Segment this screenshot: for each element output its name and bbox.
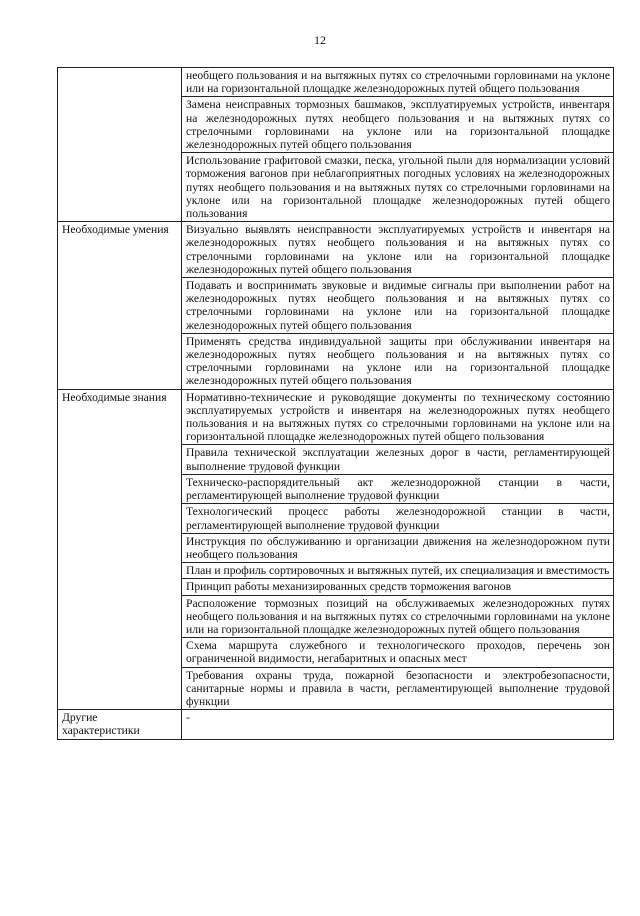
requirement-cell: Принцип работы механизированных средств торможения вагонов xyxy=(182,579,614,595)
requirement-cell: Замена неисправных тормозных башмаков, эксплуатируемых устройств, инвентаря на железнодорожных путях необщего пользования и на вытяжных путях со стрелочными горловинами на уклоне или на горизонтальной площадке железнодорожных путей общего пользования xyxy=(182,97,614,153)
page-number: 12 xyxy=(314,33,326,47)
table-row xyxy=(58,222,614,278)
requirement-cell: Требования охраны труда, пожарной безопасности и электробезопасности, санитарные нормы и правила в части, регламентирующей выполнение трудовой функции xyxy=(182,667,614,710)
competency-table-body xyxy=(58,68,614,740)
requirement-cell: Подавать и воспринимать звуковые и видимые сигналы при выполнении работ на железнодорожных путях необщего пользования и на вытяжных путях со стрелочными горловинами на уклоне или на горизонтальной площадке железнодорожных путей общего пользования xyxy=(182,278,614,334)
requirement-cell: Визуально выявлять неисправности эксплуатируемых устройств и инвентаря на железнодорожных путях необщего пользования и на вытяжных путях со стрелочными горловинами на уклоне или на горизонтальной площадке железнодорожных путей общего пользования xyxy=(182,222,614,278)
requirement-cell: План и профиль сортировочных и вытяжных путей, их специализация и вместимость xyxy=(182,563,614,579)
table-row xyxy=(58,389,614,445)
requirement-cell: Технологический процесс работы железнодорожной станции в части, регламентирующей выполнение трудовой функции xyxy=(182,504,614,533)
requirement-cell: необщего пользования и на вытяжных путях со стрелочными горловинами на уклоне или на горизонтальной площадке железнодорожных путей общего пользования xyxy=(182,68,614,97)
requirement-cell: Правила технической эксплуатации железных дорог в части, регламентирующей выполнение трудовой функции xyxy=(182,445,614,474)
requirement-cell: Нормативно-технические и руководящие документы по техническому состоянию эксплуатируемых устройств и инвентаря на железнодорожных путях необщего пользования и на вытяжных путях со стрелочными горловинами на уклоне или на горизонтальной площадке железнодорожных путей общего пользования xyxy=(182,389,614,445)
requirement-cell: Техническо-распорядительный акт железнодорожной станции в части, регламентирующей выполнение трудовой функции xyxy=(182,474,614,503)
requirement-cell: Инструкция по обслуживанию и организации движения на железнодорожном пути необщего пользования xyxy=(182,533,614,562)
requirement-cell: Использование графитовой смазки, песка, угольной пыли для нормализации условий торможения вагонов при неблагоприятных погодных условиях на железнодорожных путях необщего пользования и на вытяжных путях со стрелочными горловинами на уклоне или на горизонтальной площадке железнодорожных путей общего пользования xyxy=(182,153,614,222)
requirement-cell: - xyxy=(182,710,614,739)
competency-table xyxy=(57,67,614,740)
section-label: Необходимые знания xyxy=(58,389,182,709)
requirement-cell: Схема маршрута служебного и технологического проходов, перечень зон ограниченной видимости, негабаритных и опасных мест xyxy=(182,638,614,667)
section-label: Необходимые умения xyxy=(58,222,182,389)
table-row xyxy=(58,68,614,97)
requirement-cell: Расположение тормозных позиций на обслуживаемых железнодорожных путях необщего пользования и на вытяжных путях со стрелочными горловинами на уклоне или на горизонтальной площадке железнодорожных путей общего пользования xyxy=(182,595,614,638)
table-row xyxy=(58,710,614,739)
section-label: Другие характеристики xyxy=(58,710,182,739)
section-label xyxy=(58,68,182,222)
requirement-cell: Применять средства индивидуальной защиты при обслуживании инвентаря на железнодорожных путях необщего пользования и на вытяжных путях со стрелочными горловинами на уклоне или на горизонтальной площадке железнодорожных путей общего пользования xyxy=(182,333,614,389)
